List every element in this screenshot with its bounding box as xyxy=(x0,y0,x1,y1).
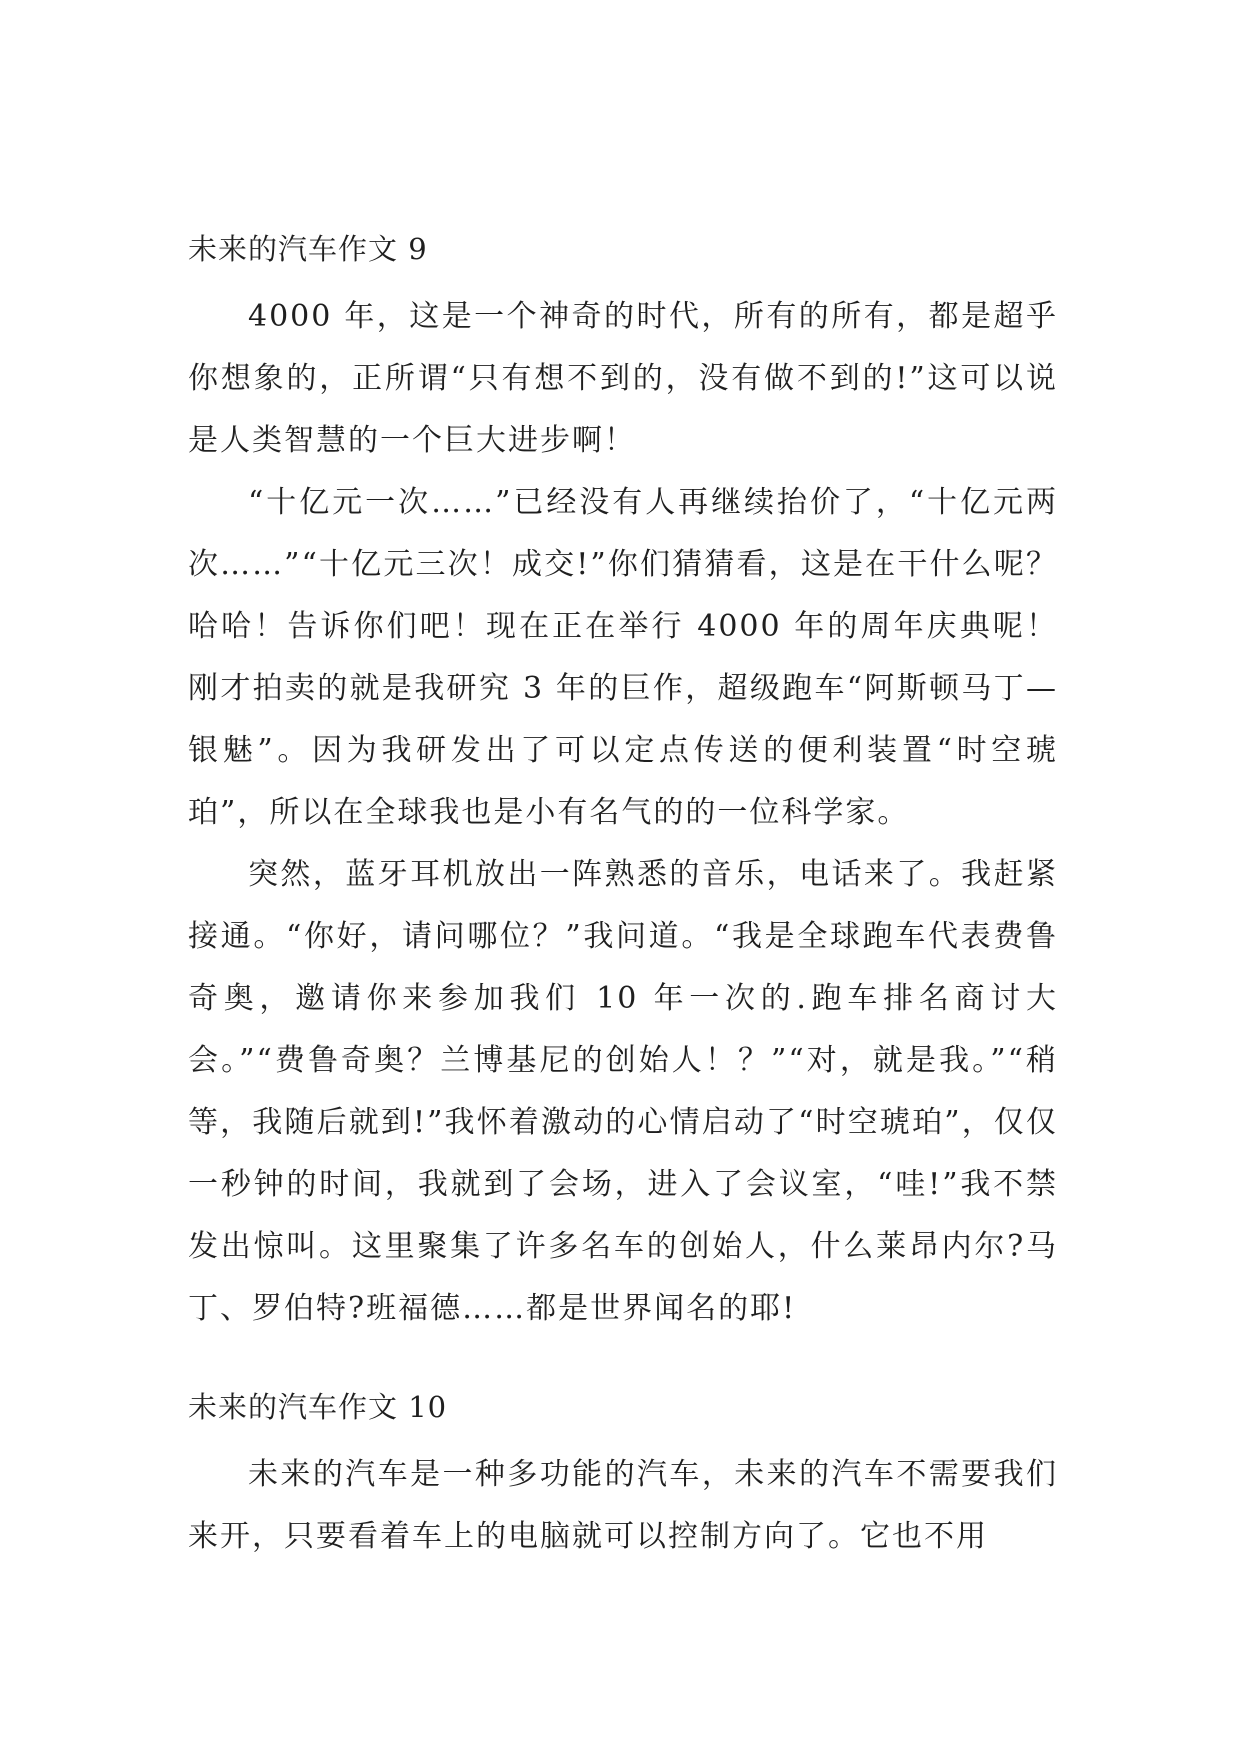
essay-10 xyxy=(188,1380,1058,1568)
paragraph: 突然，蓝牙耳机放出一阵熟悉的音乐，电话来了。我赶紧接通。“你好，请问哪位？”我问道。“我是全球跑车代表费鲁奇奥，邀请你来参加我们 10 年一次的.跑车排名商讨大会。”“费鲁奇奥？兰博基尼的创始人！？”“对，就是我。”“稍等，我随后就到!”我怀着激动的心情启动了“时空琥珀”，仅仅一秒钟的时间，我就到了会场，进入了会议室，“哇!”我不禁发出惊叫。这里聚集了许多名车的创始人，什么莱昂内尔?马丁、罗伯特?班福德……都是世界闻名的耶! xyxy=(188,857,1058,1326)
document-body xyxy=(188,222,1058,1568)
essay-title: 未来的汽车作文 10 xyxy=(188,1390,448,1424)
paragraph: 未来的汽车是一种多功能的汽车，未来的汽车不需要我们来开，只要看着车上的电脑就可以控制方向了。它也不用 xyxy=(188,1457,1058,1554)
paragraph: 4000 年，这是一个神奇的时代，所有的所有，都是超乎你想象的，正所谓“只有想不到的，没有做不到的!”这可以说是人类智慧的一个巨大进步啊！ xyxy=(188,299,1058,458)
essay-9 xyxy=(188,222,1058,1340)
paragraph: “十亿元一次……”已经没有人再继续抬价了，“十亿元两次……”“十亿元三次！成交!”你们猜猜看，这是在干什么呢？哈哈！告诉你们吧！现在正在举行 4000 年的周年庆典呢！刚才拍卖的就是我研究 3 年的巨作，超级跑车“阿斯顿马丁—银魅”。因为我研发出了可以定点传送的便利装置“时空琥珀”，所以在全球我也是小有名气的的一位科学家。 xyxy=(188,485,1058,830)
essay-title: 未来的汽车作文 9 xyxy=(188,232,428,266)
